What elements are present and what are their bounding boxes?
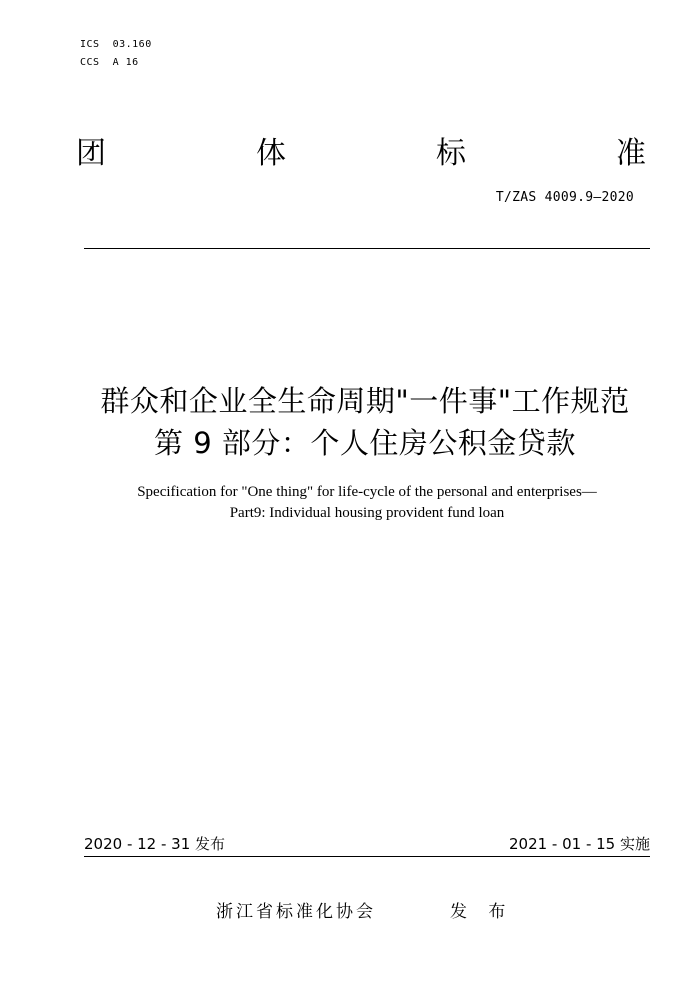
date-row: [84, 834, 650, 854]
top-divider: [84, 248, 650, 249]
bottom-divider: [84, 856, 650, 857]
english-title-line-1: Specification for "One thing" for life-cycle of the personal and enterprises—: [137, 484, 597, 500]
standard-type-char: 标: [436, 136, 466, 171]
issue-date: 2020 - 12 - 31 发布: [84, 835, 226, 853]
standard-number: T/ZAS 4009.9—2020: [495, 190, 634, 205]
publish-label: 发 布: [450, 902, 514, 922]
english-title: [0, 482, 700, 524]
standard-type-char: 体: [256, 136, 286, 171]
publisher-name: 浙江省标准化协会: [216, 902, 376, 922]
standard-type-heading: [76, 136, 646, 172]
standard-type-char: 准: [616, 136, 646, 171]
standard-type-char: 团: [76, 136, 106, 171]
title-line-1: 群众和企业全生命周期"一件事"工作规范: [100, 384, 630, 418]
ics-code: ICS 03.160: [80, 39, 152, 50]
document-title: [0, 380, 700, 464]
classification-codes: [80, 36, 152, 72]
ccs-code: CCS A 16: [80, 57, 139, 68]
english-title-line-2: Part9: Individual housing provident fund loan: [229, 505, 505, 521]
title-line-2: 第 9 部分：个人住房公积金贷款: [154, 426, 576, 460]
implementation-date: 2021 - 01 - 15 实施: [508, 835, 650, 853]
